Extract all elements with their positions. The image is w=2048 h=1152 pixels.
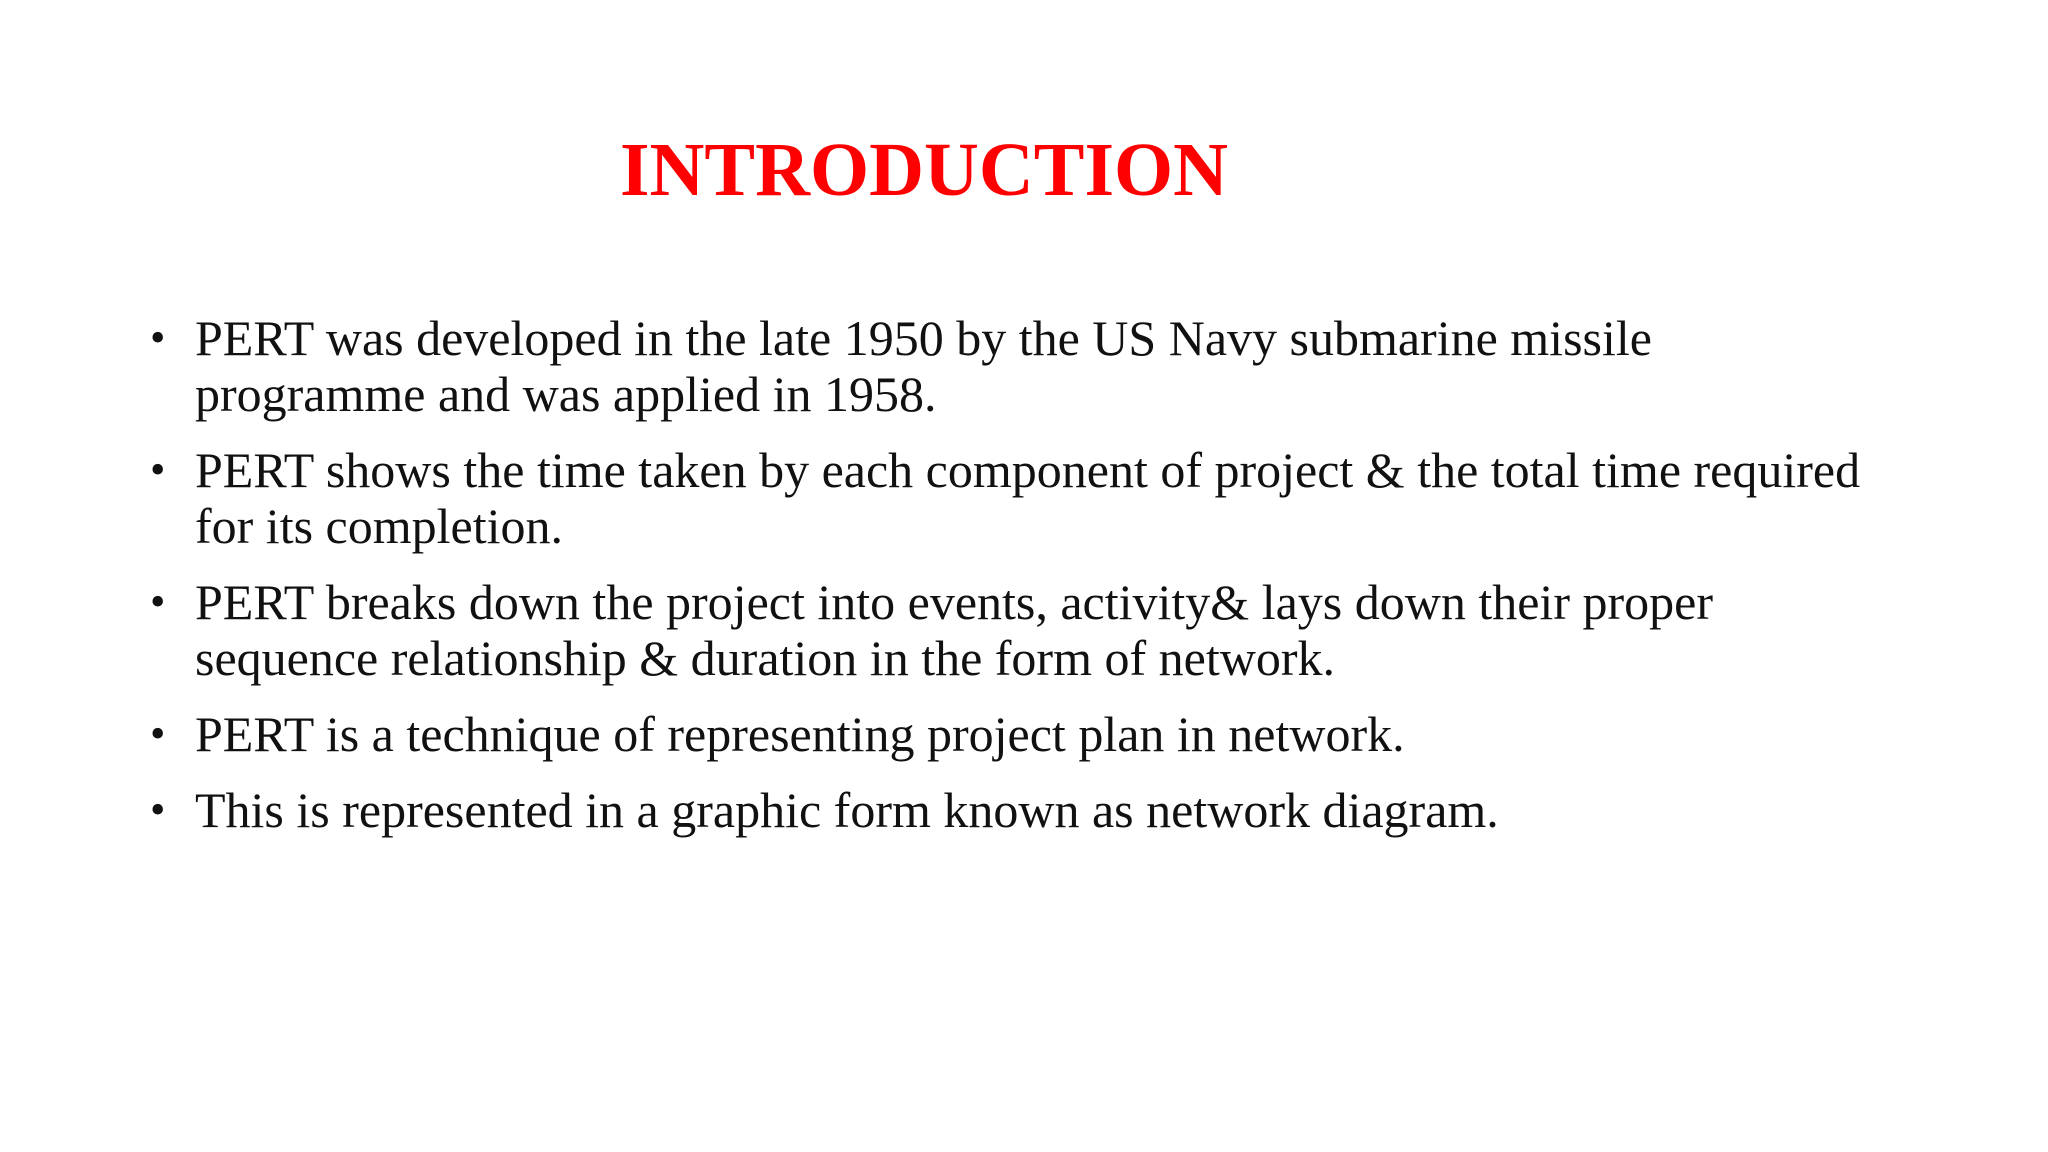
bullet-text: This is represented in a graphic form known as network diagram. xyxy=(195,782,1499,838)
bullet-text: PERT breaks down the project into events, activity& lays down their proper sequence relationship & duration in the form of network. xyxy=(195,574,1713,686)
bullet-list xyxy=(150,310,1870,858)
bullet-item xyxy=(150,442,1870,554)
bullet-icon: • xyxy=(150,577,166,626)
bullet-icon: • xyxy=(150,313,166,362)
bullet-item xyxy=(150,310,1870,422)
bullet-item xyxy=(150,706,1870,762)
bullet-item xyxy=(150,574,1870,686)
bullet-item xyxy=(150,782,1870,838)
bullet-icon: • xyxy=(150,445,166,494)
bullet-icon: • xyxy=(150,785,166,834)
bullet-text: PERT is a technique of representing project plan in network. xyxy=(195,706,1405,762)
bullet-icon: • xyxy=(150,709,166,758)
bullet-text: PERT was developed in the late 1950 by the US Navy submarine missile programme and was applied in 1958. xyxy=(195,310,1652,422)
slide-title: INTRODUCTION xyxy=(619,128,1229,212)
bullet-text: PERT shows the time taken by each component of project & the total time required for its completion. xyxy=(195,442,1861,554)
